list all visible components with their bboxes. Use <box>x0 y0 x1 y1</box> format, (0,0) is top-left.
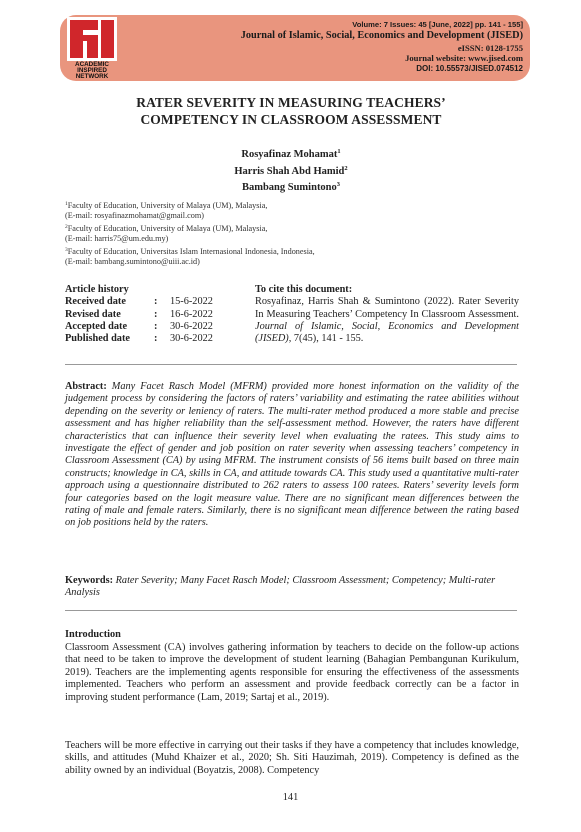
section-divider <box>65 610 517 611</box>
affiliation-mark: 2 <box>65 223 68 230</box>
journal-name: Journal of Islamic, Social, Economics and Development (JISED) <box>240 30 523 41</box>
history-date: 16-6-2022 <box>170 308 213 320</box>
history-date: 30-6-2022 <box>170 333 213 345</box>
affiliation <box>65 222 505 234</box>
citation-block <box>255 284 519 345</box>
article-history <box>65 284 245 345</box>
affiliation <box>65 245 505 257</box>
affiliation-text: Faculty of Education, University of Malaya (UM), Malaysia, <box>67 201 268 210</box>
affiliation-email: (E-mail: rosyafinazmohamat@gmail.com) <box>65 211 204 221</box>
citation-text <box>255 296 519 345</box>
volume-info: Volume: 7 Issues: 45 [June, 2022] pp. 141 - 155] <box>352 20 523 29</box>
author-list <box>60 145 522 195</box>
citation-heading: To cite this document: <box>255 284 353 295</box>
abstract-label: Abstract: <box>65 381 107 392</box>
history-colon: : <box>154 320 158 332</box>
history-label: Received date <box>65 296 126 308</box>
affiliations <box>65 199 505 267</box>
author <box>60 178 522 195</box>
page-number: 141 <box>282 792 299 803</box>
author-name: Bambang Sumintono <box>241 182 337 193</box>
history-row <box>65 309 245 321</box>
citation-journal: Journal of Islamic, Social, Economics and Development (JISED), <box>255 320 519 345</box>
abstract <box>65 381 519 530</box>
author-name: Harris Shah Abd Hamid <box>234 165 345 177</box>
affiliation-mark: 3 <box>65 246 68 253</box>
history-date: 15-6-2022 <box>170 296 213 308</box>
author <box>60 162 522 179</box>
history-label: Published date <box>65 333 130 345</box>
history-colon: : <box>154 308 158 320</box>
history-row <box>65 321 245 333</box>
section-divider <box>65 364 517 365</box>
author-affiliation-mark: 3 <box>336 181 341 188</box>
citation-body: Rosyafinaz, Harris Shah & Sumintono (2022). Rater Severity In Measuring Teachers’ Competency In Classroom Assessment. <box>255 296 519 320</box>
article-history-heading: Article history <box>65 284 129 295</box>
abstract-text: Many Facet Rasch Model (MFRM) provided more honest information on the validity of the judgement process by considering the factors of raters’ variability and estimating the ratee abilities without depending on the severity or leniency of raters. The multi-rater method produced a more stable and precise assessment and has higher reliability than the self-assessment method. However, the raters have different characteristics that can influence their severity level when evaluating the ratees. This study aims to investigate the effect of gender and job position on rater severity when assessing teachers’ competency in Classroom Assessment (CA) by using MFRM. The instrument consists of 56 items built based on three main constructs; knowledge in CA, skills in CA, and attitude towards CA. This study used a quantitative multi-rater approach using a questionnaire distributed to 262 raters to assess 100 ratees. Raters’ severity levels form four categories based on the logit measure value. There are no significant mean differences between the rating of male and female raters. Similarly, there is no significant mean difference between the rating based on job positions held by the raters. <box>65 381 519 529</box>
author <box>60 145 522 162</box>
logo-mark-icon <box>63 17 121 61</box>
history-row <box>65 333 245 345</box>
paper-title <box>60 94 522 128</box>
history-label: Accepted date <box>65 320 128 332</box>
author-name: Rosyafinaz Mohamat <box>241 149 338 160</box>
introduction-heading: Introduction <box>65 629 121 640</box>
journal-header-info <box>163 20 523 74</box>
doi: DOI: 10.55573/JISED.074512 <box>416 63 523 73</box>
author-affiliation-mark: 2 <box>344 164 348 172</box>
history-colon: : <box>154 333 158 345</box>
author-affiliation-mark: 1 <box>337 148 341 155</box>
affiliation-text: Faculty of Education, Universitas Islam Internasional Indonesia, Indonesia, <box>67 246 315 256</box>
keywords <box>65 575 519 600</box>
affiliation-mark: 1 <box>65 201 68 207</box>
logo-text-2: INSPIRED <box>77 67 107 74</box>
logo-text-1: ACADEMIC <box>75 61 109 68</box>
keywords-label: Keywords: <box>65 575 114 586</box>
introduction-paragraph-2: Teachers will be more effective in carrying out their tasks if they have a competency that includes knowledge, skills, and attitudes (Muhd Khaizer et al., 2020; Sh. Siti Hauzimah, 2019). Competency is defined as the ability owned by an individual (Boyatzis, 2008). Competency <box>65 740 519 776</box>
introduction-paragraph-1: Classroom Assessment (CA) involves gathering information by teachers to decide on the follow-up actions that need to be taken to improve the development of student learning (Bahagian Pembangunan Kurikulum, 2019). Teachers are the implementing agents responsible for ensuring the effectiveness of the assessments implemented. Teachers who perform an assessment and provide feedback correctly can be a factor in improving student performance (Lam, 2019; Sartaj et al., 2019). <box>65 642 519 703</box>
paper-title-line-2: COMPETENCY IN CLASSROOM ASSESSMENT <box>140 112 442 127</box>
journal-logo <box>63 17 121 79</box>
affiliation-email: (E-mail: harris75@um.edu.my) <box>65 234 169 244</box>
eissn: eISSN: 0128-1755 <box>457 42 523 53</box>
keywords-text: Rater Severity; Many Facet Rasch Model; Classroom Assessment; Competency; Multi-rater Analysis <box>65 575 496 599</box>
history-date: 30-6-2022 <box>170 320 213 332</box>
affiliation-text: Faculty of Education, University of Malaya (UM), Malaysia, <box>67 223 268 233</box>
affiliation-email: (E-mail: bambang.sumintono@uiii.ac.id) <box>65 257 200 267</box>
history-row <box>65 296 245 308</box>
history-label: Revised date <box>65 308 121 320</box>
affiliation <box>65 199 505 211</box>
citation-volume: 7(45), 141 - 155. <box>293 333 364 345</box>
logo-text-3: NETWORK <box>75 73 109 80</box>
history-colon: : <box>154 296 158 308</box>
journal-website: Journal website: www.jised.com <box>405 53 523 64</box>
paper-title-line-1: RATER SEVERITY IN MEASURING TEACHERS’ <box>136 95 446 110</box>
